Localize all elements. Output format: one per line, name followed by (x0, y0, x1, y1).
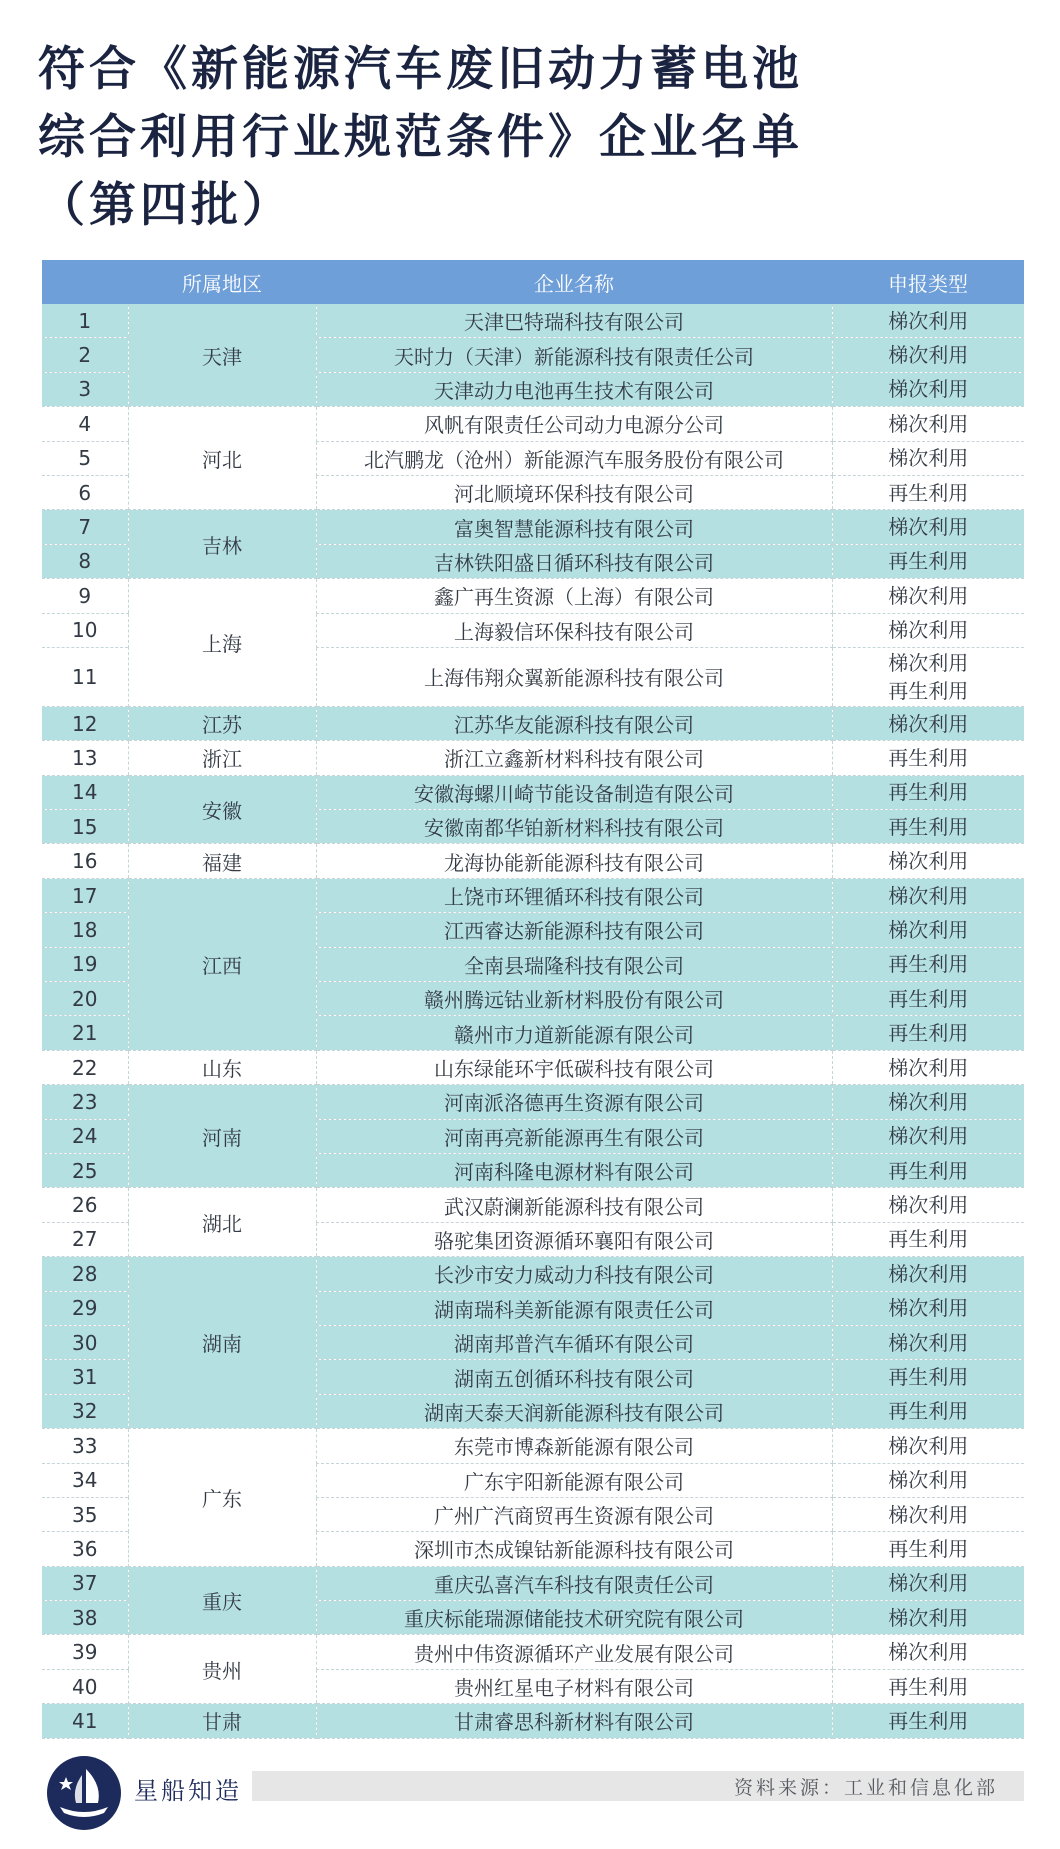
declaration-type-cell (832, 775, 1024, 809)
row-index: 20 (42, 982, 128, 1016)
row-index: 34 (42, 1463, 128, 1497)
declaration-type-label: 再生利用 (888, 1708, 969, 1733)
table-row (42, 1188, 1024, 1222)
company-name-cell: 河北顺境环保科技有限公司 (316, 475, 832, 509)
declaration-type-label: 梯次利用 (888, 1055, 969, 1080)
row-index: 33 (42, 1429, 128, 1463)
company-name-cell: 浙江立鑫新材料科技有限公司 (316, 741, 832, 775)
declaration-type-cell (832, 1532, 1024, 1566)
company-name-cell: 吉林铁阳盛日循环科技有限公司 (316, 544, 832, 578)
declaration-type-label: 梯次利用 (888, 343, 969, 368)
row-index: 35 (42, 1497, 128, 1531)
row-index: 23 (42, 1085, 128, 1119)
declaration-type-cell (832, 1222, 1024, 1256)
row-index: 16 (42, 844, 128, 878)
declaration-type-cell (832, 947, 1024, 981)
declaration-type-cell (832, 1635, 1024, 1669)
declaration-type-label: 再生利用 (888, 1021, 969, 1046)
company-name-cell: 山东绿能环宇低碳科技有限公司 (316, 1050, 832, 1084)
row-index: 24 (42, 1119, 128, 1153)
row-index: 12 (42, 706, 128, 740)
company-name-cell: 湖南瑞科美新能源有限责任公司 (316, 1291, 832, 1325)
region-cell: 河南 (128, 1085, 316, 1188)
company-name-cell: 湖南邦普汽车循环有限公司 (316, 1325, 832, 1359)
row-index: 36 (42, 1532, 128, 1566)
row-index: 9 (42, 579, 128, 613)
title-line-2: 综合利用行业规范条件》企业名单 (38, 110, 803, 165)
row-index: 7 (42, 510, 128, 544)
row-index: 38 (42, 1601, 128, 1635)
row-index: 15 (42, 810, 128, 844)
row-index: 5 (42, 441, 128, 475)
declaration-type-cell (832, 1497, 1024, 1531)
declaration-type-label: 梯次利用 (888, 883, 969, 908)
company-name-cell: 天时力（天津）新能源科技有限责任公司 (316, 338, 832, 372)
company-name-cell: 上海毅信环保科技有限公司 (316, 613, 832, 647)
declaration-type-label: 梯次利用 (888, 1502, 969, 1527)
declaration-type-label: 梯次利用 (888, 1261, 969, 1286)
row-index: 29 (42, 1291, 128, 1325)
table-body (42, 304, 1024, 1738)
row-index: 39 (42, 1635, 128, 1669)
company-name-cell: 重庆标能瑞源储能技术研究院有限公司 (316, 1601, 832, 1635)
company-name-cell: 天津动力电池再生技术有限公司 (316, 372, 832, 406)
declaration-type-label: 梯次利用 (888, 1124, 969, 1149)
declaration-type-label: 梯次利用 (888, 1330, 969, 1355)
table-row (42, 1085, 1024, 1119)
title-line-1: 符合《新能源汽车废旧动力蓄电池 (38, 42, 803, 97)
row-index: 28 (42, 1257, 128, 1291)
row-index: 10 (42, 613, 128, 647)
declaration-type-cell (832, 407, 1024, 441)
declaration-type-label: 再生利用 (888, 1674, 969, 1699)
company-name-cell: 北汽鹏龙（沧州）新能源汽车服务股份有限公司 (316, 441, 832, 475)
declaration-type-label: 梯次利用 (888, 1433, 969, 1458)
region-cell: 福建 (128, 844, 316, 878)
source-bar (252, 1771, 1024, 1801)
header-index (42, 260, 128, 304)
declaration-type-cell (832, 1257, 1024, 1291)
company-name-cell: 广州广汽商贸再生资源有限公司 (316, 1497, 832, 1531)
declaration-type-cell (832, 810, 1024, 844)
row-index: 37 (42, 1566, 128, 1600)
declaration-type-label: 再生利用 (888, 1158, 969, 1183)
declaration-type-cell (832, 1360, 1024, 1394)
region-cell: 贵州 (128, 1635, 316, 1704)
table-row (42, 407, 1024, 441)
company-name-cell: 贵州红星电子材料有限公司 (316, 1669, 832, 1703)
table-row (42, 775, 1024, 809)
declaration-type-label: 梯次利用 (888, 1193, 969, 1218)
declaration-type-label: 梯次利用 (888, 849, 969, 874)
company-list-table (42, 260, 1024, 1739)
declaration-type-cell (832, 706, 1024, 740)
declaration-type-label: 梯次利用 (888, 446, 969, 471)
region-cell: 江苏 (128, 706, 316, 740)
region-cell: 广东 (128, 1429, 316, 1567)
region-cell: 天津 (128, 304, 316, 407)
declaration-type-cell (832, 1016, 1024, 1050)
row-index: 11 (42, 647, 128, 706)
declaration-type-cell (832, 544, 1024, 578)
table-row (42, 706, 1024, 740)
declaration-type-cell (832, 741, 1024, 775)
table-row (42, 510, 1024, 544)
row-index: 18 (42, 913, 128, 947)
declaration-type-cell (832, 1325, 1024, 1359)
declaration-type-label: 再生利用 (888, 986, 969, 1011)
declaration-type-cell (832, 1188, 1024, 1222)
row-index: 4 (42, 407, 128, 441)
row-index: 41 (42, 1704, 128, 1738)
table-header-row (42, 260, 1024, 304)
declaration-type-cell (832, 913, 1024, 947)
declaration-type-label-secondary: 再生利用 (888, 678, 969, 703)
ship-sail-logo-icon (46, 1755, 122, 1831)
declaration-type-cell (832, 475, 1024, 509)
table-row (42, 304, 1024, 338)
company-name-cell: 赣州市力道新能源有限公司 (316, 1016, 832, 1050)
declaration-type-cell (832, 372, 1024, 406)
declaration-type-cell (832, 1566, 1024, 1600)
table-row (42, 1635, 1024, 1669)
declaration-type-label: 再生利用 (888, 480, 969, 505)
company-name-cell: 上海伟翔众翼新能源科技有限公司 (316, 647, 832, 706)
region-cell: 山东 (128, 1050, 316, 1084)
company-name-cell: 龙海协能新能源科技有限公司 (316, 844, 832, 878)
declaration-type-cell (832, 1704, 1024, 1738)
company-name-cell: 河南再亮新能源再生有限公司 (316, 1119, 832, 1153)
row-index: 32 (42, 1394, 128, 1428)
header-company-name: 企业名称 (316, 260, 832, 304)
declaration-type-label: 梯次利用 (888, 377, 969, 402)
declaration-type-cell (832, 1463, 1024, 1497)
declaration-type-cell (832, 647, 1024, 706)
declaration-type-label: 梯次利用 (888, 1605, 969, 1630)
row-index: 25 (42, 1153, 128, 1187)
header-region: 所属地区 (128, 260, 316, 304)
declaration-type-label: 再生利用 (888, 814, 969, 839)
table-row (42, 1704, 1024, 1738)
company-name-cell: 安徽南都华铂新材料科技有限公司 (316, 810, 832, 844)
declaration-type-label: 梯次利用 (888, 583, 969, 608)
declaration-type-label: 梯次利用 (888, 1089, 969, 1114)
declaration-type-cell (832, 510, 1024, 544)
region-cell: 湖南 (128, 1257, 316, 1429)
company-name-cell: 江西睿达新能源科技有限公司 (316, 913, 832, 947)
row-index: 3 (42, 372, 128, 406)
table-row (42, 579, 1024, 613)
row-index: 17 (42, 878, 128, 912)
declaration-type-label: 再生利用 (888, 549, 969, 574)
company-name-cell: 甘肃睿思科新材料有限公司 (316, 1704, 832, 1738)
declaration-type-cell (832, 982, 1024, 1016)
declaration-type-label: 再生利用 (888, 745, 969, 770)
company-name-cell: 深圳市杰成镍钴新能源科技有限公司 (316, 1532, 832, 1566)
declaration-type-label: 再生利用 (888, 1365, 969, 1390)
company-name-cell: 赣州腾远钴业新材料股份有限公司 (316, 982, 832, 1016)
region-cell: 江西 (128, 878, 316, 1050)
row-index: 13 (42, 741, 128, 775)
company-name-cell: 湖南五创循环科技有限公司 (316, 1360, 832, 1394)
row-index: 19 (42, 947, 128, 981)
table-row (42, 1257, 1024, 1291)
declaration-type-label: 梯次利用 (888, 1296, 969, 1321)
company-name-cell: 天津巴特瑞科技有限公司 (316, 304, 832, 338)
declaration-type-label: 梯次利用 (888, 515, 969, 540)
company-name-cell: 湖南天泰天润新能源科技有限公司 (316, 1394, 832, 1428)
company-name-cell: 江苏华友能源科技有限公司 (316, 706, 832, 740)
declaration-type-cell (832, 1153, 1024, 1187)
company-name-cell: 河南科隆电源材料有限公司 (316, 1153, 832, 1187)
region-cell: 重庆 (128, 1566, 316, 1635)
company-name-cell: 风帆有限责任公司动力电源分公司 (316, 407, 832, 441)
company-name-cell: 重庆弘喜汽车科技有限责任公司 (316, 1566, 832, 1600)
source-text: 资料来源：工业和信息化部 (733, 1777, 998, 1799)
declaration-type-label: 梯次利用 (888, 917, 969, 942)
declaration-type-cell (832, 878, 1024, 912)
region-cell: 甘肃 (128, 1704, 316, 1738)
declaration-type-cell (832, 1050, 1024, 1084)
declaration-type-label: 梯次利用 (888, 308, 969, 333)
table-row (42, 741, 1024, 775)
row-index: 27 (42, 1222, 128, 1256)
brand-name: 星船知造 (134, 1777, 242, 1805)
footer (42, 1745, 1024, 1837)
company-name-cell: 武汉蔚澜新能源科技有限公司 (316, 1188, 832, 1222)
company-name-cell: 骆驼集团资源循环襄阳有限公司 (316, 1222, 832, 1256)
table-row (42, 1429, 1024, 1463)
region-cell: 湖北 (128, 1188, 316, 1257)
row-index: 8 (42, 544, 128, 578)
table-row (42, 878, 1024, 912)
row-index: 26 (42, 1188, 128, 1222)
declaration-type-cell (832, 844, 1024, 878)
declaration-type-label: 再生利用 (888, 952, 969, 977)
declaration-type-label: 再生利用 (888, 780, 969, 805)
declaration-type-label: 再生利用 (888, 1536, 969, 1561)
declaration-type-label: 再生利用 (888, 1227, 969, 1252)
table-row (42, 1050, 1024, 1084)
declaration-type-cell (832, 338, 1024, 372)
company-name-cell: 安徽海螺川崎节能设备制造有限公司 (316, 775, 832, 809)
row-index: 21 (42, 1016, 128, 1050)
declaration-type-cell (832, 1429, 1024, 1463)
row-index: 31 (42, 1360, 128, 1394)
table-row (42, 1566, 1024, 1600)
declaration-type-cell (832, 1085, 1024, 1119)
header-declaration-type: 申报类型 (832, 260, 1024, 304)
region-cell: 河北 (128, 407, 316, 510)
row-index: 6 (42, 475, 128, 509)
company-name-cell: 东莞市博森新能源有限公司 (316, 1429, 832, 1463)
region-cell: 浙江 (128, 741, 316, 775)
row-index: 22 (42, 1050, 128, 1084)
region-cell: 上海 (128, 579, 316, 707)
declaration-type-cell (832, 613, 1024, 647)
declaration-type-cell (832, 441, 1024, 475)
page-title (38, 36, 1018, 240)
declaration-type-label: 梯次利用 (888, 411, 969, 436)
row-index: 2 (42, 338, 128, 372)
declaration-type-label: 梯次利用 (888, 1468, 969, 1493)
company-name-cell: 全南县瑞隆科技有限公司 (316, 947, 832, 981)
row-index: 30 (42, 1325, 128, 1359)
declaration-type-label: 梯次利用 (888, 1571, 969, 1596)
title-line-3: （第四批） (38, 178, 293, 233)
declaration-type-cell (832, 1394, 1024, 1428)
company-name-cell: 河南派洛德再生资源有限公司 (316, 1085, 832, 1119)
declaration-type-label: 梯次利用 (888, 1640, 969, 1665)
declaration-type-cell (832, 1291, 1024, 1325)
declaration-type-cell (832, 579, 1024, 613)
row-index: 14 (42, 775, 128, 809)
region-cell: 安徽 (128, 775, 316, 844)
company-name-cell: 富奥智慧能源科技有限公司 (316, 510, 832, 544)
declaration-type-label: 梯次利用 (888, 650, 969, 675)
declaration-type-cell (832, 304, 1024, 338)
declaration-type-cell (832, 1669, 1024, 1703)
region-cell: 吉林 (128, 510, 316, 579)
declaration-type-cell (832, 1601, 1024, 1635)
declaration-type-label: 梯次利用 (888, 711, 969, 736)
company-name-cell: 上饶市环锂循环科技有限公司 (316, 878, 832, 912)
declaration-type-label: 再生利用 (888, 1399, 969, 1424)
row-index: 40 (42, 1669, 128, 1703)
company-name-cell: 广东宇阳新能源有限公司 (316, 1463, 832, 1497)
row-index: 1 (42, 304, 128, 338)
company-name-cell: 长沙市安力威动力科技有限公司 (316, 1257, 832, 1291)
company-list-table-container (42, 260, 1024, 1739)
table-row (42, 844, 1024, 878)
company-name-cell: 贵州中伟资源循环产业发展有限公司 (316, 1635, 832, 1669)
declaration-type-cell (832, 1119, 1024, 1153)
declaration-type-label: 梯次利用 (888, 618, 969, 643)
company-name-cell: 鑫广再生资源（上海）有限公司 (316, 579, 832, 613)
